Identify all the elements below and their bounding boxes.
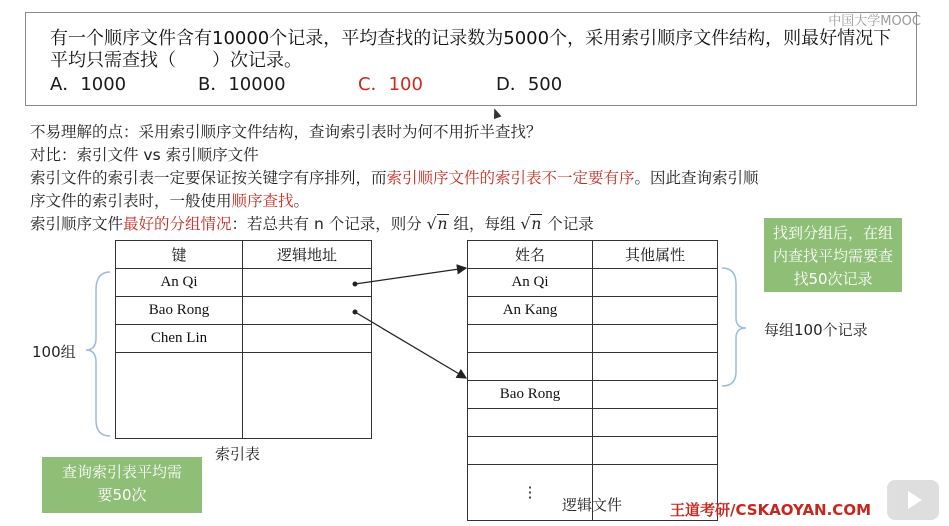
table-cell: Bao Rong [116,297,243,325]
mooc-watermark: 中国大学MOOC [828,14,921,29]
note-text: 找到分组后，在组 [772,224,893,242]
note-text: 序文件的索引表时，一般使用 [30,192,232,210]
play-icon[interactable] [887,480,939,520]
arrow-to-bao-rong [355,312,466,378]
note-line-2: 对比：索引文件 vs 索引顺序文件 [30,146,259,164]
index-search-note [42,457,202,513]
note-text: 索引文件的索引表一定要保证按关键字有序排列，而 [30,169,387,187]
index-header-address: 逻辑地址 [243,241,372,269]
note-text: 索引顺序文件 [30,215,124,233]
table-cell: Bao Rong [468,381,593,409]
group-search-note [764,218,902,292]
note-highlight: 索引顺序文件的索引表不一定要有序 [386,169,635,187]
table-cell: Chen Lin [116,325,243,353]
left-brace-icon [86,272,110,436]
logical-file-caption: 逻辑文件 [562,496,623,514]
question-line-1: 有一个顺序文件含有10000个记录，平均查找的记录数为5000个，采用索引顺序文件结构，则最好情况下 [50,28,892,49]
note-highlight: 顺序查找 [231,192,294,210]
right-brace-icon [722,268,746,386]
note-text: ：若总共有 n 个记录，则分 [231,215,422,233]
arrow-to-an-qi [355,268,466,284]
option-d: D．500 [496,74,563,95]
sqrt-n-symbol: √n [426,215,448,233]
note-text: 要50次 [97,486,147,504]
note-text: 。因此查询索引顺 [634,169,759,187]
note-text: 找50次记录 [793,270,873,288]
table-cell: An Qi [116,269,243,297]
note-text: 组，每组 [453,215,516,233]
footer-brand: 王道考研/CSKAOYAN.COM [670,501,871,519]
question-line-2: 平均只需查找（ ）次记录。 [50,50,302,71]
note-text: 内查找平均需要查 [772,247,893,265]
option-b: B．10000 [198,74,286,95]
sqrt-n-symbol: √n [520,215,542,233]
note-text: 查询索引表平均需 [61,463,182,481]
option-a: A．1000 [50,74,127,95]
index-table-caption: 索引表 [215,445,261,463]
file-header-attrs: 其他属性 [593,241,718,269]
table-cell: An Qi [468,269,593,297]
file-header-name: 姓名 [468,241,593,269]
table-cell: An Kang [468,297,593,325]
note-text: 。 [293,192,310,210]
note-line-1: 不易理解的点：采用索引顺序文件结构，查询索引表时为何不用折半查找？ [30,123,542,141]
table-cell: ⋮ [468,465,593,521]
note-text: 个记录 [547,215,594,233]
option-c-answer: C．100 [358,74,423,95]
records-per-group-label: 每组100个记录 [764,321,868,339]
group-count-label: 100组 [32,343,76,361]
index-header-key: 键 [116,241,243,269]
note-highlight: 最好的分组情况 [123,215,232,233]
